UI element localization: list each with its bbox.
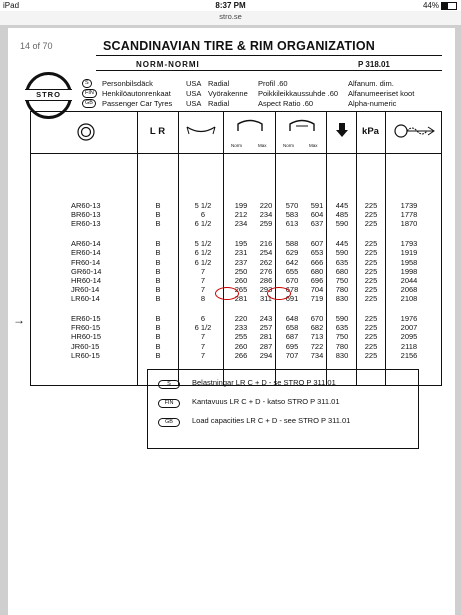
tire-size: JR60-15 [71,341,100,351]
table-cell: B [155,332,161,342]
table-cell: 607 [310,239,324,249]
table-cell: 259 [259,219,273,229]
table-cell: 281 [259,332,273,342]
annotation-circle [267,287,291,300]
size-format-label: Alfanum. dim. [348,79,394,88]
tyre-type-name: Henkilöautonrenkaat [102,89,171,98]
table-cell: 713 [310,332,324,342]
table-cell: 629 [285,248,299,258]
table-cell: 704 [310,285,324,295]
table-cell: 734 [310,350,324,360]
url-bar[interactable] [0,11,461,25]
table-cell: 225 [364,219,378,229]
norm-label: Norm [283,143,294,148]
table-cell: 485 [335,210,349,220]
table-cell: 7 [200,275,206,285]
table-cell: 199 [234,201,248,210]
tire-size: ER60-14 [71,248,101,258]
tire-size: LR60-15 [71,350,100,360]
clock: 8:37 PM [215,1,246,10]
table-cell: 648 [285,314,299,323]
tire-icon [71,123,101,144]
table-cell: 588 [285,239,299,249]
table-cell: 653 [310,248,324,258]
note-line [158,416,350,427]
table-cell: 6 1/2 [194,219,212,229]
table-cell: 670 [310,314,324,323]
country-label: USA [186,99,202,108]
country-label: USA [186,89,202,98]
tire-size: AR60-14 [71,239,101,249]
table-cell: 225 [364,248,378,258]
load-icon [329,122,355,141]
table-cell: 687 [285,332,299,342]
table-cell: 225 [364,210,378,220]
table-cell: 1976 [400,314,418,323]
tire-size: GR60-14 [71,266,102,276]
tyre-type-name: Personbilsdäck [102,79,153,88]
table-cell: 225 [364,350,378,360]
size-format-label: Alpha-numeric [348,99,397,108]
table-cell: 225 [364,294,378,304]
table-cell: 696 [310,275,324,285]
table-cell: 1778 [400,210,418,220]
table-cell: 311 [260,294,272,304]
profile-label: Poikkileikkaussuhde .60 [258,89,339,98]
overall-diameter-icon [279,118,325,135]
table-cell: 830 [335,350,349,360]
tire-size: BR60-13 [71,210,101,220]
circumference-icon [389,123,439,142]
device-label: iPad [3,1,20,10]
norm-label: Norm [231,143,242,148]
tyre-type-name: Passenger Car Tyres [102,99,173,108]
table-cell: 658 [285,323,299,333]
table-cell: 1739 [400,201,418,210]
table-cell: 695 [285,341,299,351]
table-cell: 262 [259,257,273,267]
table-cell: B [155,239,161,249]
table-cell: 6 [200,210,206,220]
table-cell: 642 [285,257,299,267]
max-label: Max [309,143,318,148]
table-cell: 212 [234,210,248,220]
table-cell: B [155,323,161,333]
tire-size: JR60-14 [71,285,100,295]
table-cell: 225 [364,239,378,249]
table-cell: 257 [259,323,273,333]
tire-size: ER60-15 [71,314,101,323]
table-cell: 287 [259,341,273,351]
table-cell: 635 [335,257,349,267]
table-cell: 281 [234,294,248,304]
table-cell: 2118 [400,341,418,351]
table-cell: 225 [364,257,378,267]
table-cell: 225 [364,201,378,210]
table-cell: B [155,314,161,323]
tire-size: ER60-13 [71,219,101,229]
table-cell: 220 [259,201,273,210]
table-cell: 5 1/2 [194,239,212,249]
tire-size: HR60-14 [71,275,102,285]
table-cell: 2156 [400,350,418,360]
table-cell: 1998 [400,266,418,276]
table-cell: 445 [335,201,349,210]
table-cell: 234 [234,219,248,229]
note-line [158,397,340,408]
construction-label: Vyörakenne [208,89,248,98]
table-cell: 445 [335,239,349,249]
table-cell: 225 [364,285,378,295]
table-cell: 750 [335,275,349,285]
table-cell: 2007 [400,323,418,333]
table-cell: 680 [310,266,324,276]
table-cell: 294 [259,350,273,360]
table-cell: 286 [259,275,273,285]
battery-icon [441,2,457,10]
table-cell: 7 [200,350,206,360]
tire-size: LR60-14 [71,294,100,304]
table-cell: 2044 [400,275,418,285]
table-cell: 590 [335,219,349,229]
table-cell: 260 [234,341,248,351]
subtitle-rule [96,70,442,71]
title-rule [96,55,442,56]
table-cell: 1870 [400,219,418,229]
tire-size: FR60-15 [71,323,101,333]
table-cell: B [155,350,161,360]
table-cell: 7 [200,266,206,276]
table-cell: 6 [200,314,206,323]
note-text: Belastningar LR C + D - se STRO P 311.01 [192,378,336,387]
table-cell: 2068 [400,285,418,295]
table-cell: B [155,294,161,304]
table-cell: 590 [335,248,349,258]
table-cell: 8 [200,294,206,304]
table-cell: 243 [259,314,273,323]
table-cell: 635 [335,323,349,333]
table-cell: 1919 [400,248,418,258]
table-cell: 583 [285,210,299,220]
table-cell: 225 [364,341,378,351]
table-cell: 225 [364,332,378,342]
table-cell: 276 [259,266,273,276]
table-cell: 225 [364,266,378,276]
table-cell: 225 [364,275,378,285]
notes-box [147,369,419,449]
document-subtitle: NORM-NORMI [136,60,200,69]
language-code-badge: GB [82,99,96,108]
table-cell: B [155,275,161,285]
table-cell: B [155,285,161,295]
table-cell: B [155,341,161,351]
table-cell: B [155,266,161,276]
rim-icon [183,124,219,141]
note-text: Kantavuus LR C + D - katso STRO P 311.01 [192,397,340,406]
table-cell: 234 [259,210,273,220]
table-cell: 225 [364,323,378,333]
language-code-badge: FIN [82,89,97,98]
table-cell: 7 [200,285,206,295]
table-cell: 6 1/2 [194,257,212,267]
profile-label: Profil .60 [258,79,288,88]
tire-size: HR60-15 [71,332,102,342]
table-cell: 613 [285,219,299,229]
table-cell: 1958 [400,257,418,267]
table-cell: 637 [310,219,324,229]
table-cell: 265 [234,285,248,295]
pdf-page [8,28,455,615]
table-cell: 604 [310,210,324,220]
country-label: USA [186,79,202,88]
url-text: stro.se [219,12,242,21]
table-cell: 6 1/2 [194,248,212,258]
table-cell: 237 [234,257,248,267]
load-range-heading: L R [149,126,166,137]
table-cell: 830 [335,294,349,304]
table-cell: 719 [310,294,324,304]
table-cell: 670 [285,275,299,285]
table-cell: 6 1/2 [194,323,212,333]
document-ref: P 318.01 [358,60,390,69]
max-label: Max [258,143,267,148]
table-cell: 260 [234,275,248,285]
tire-size: FR60-14 [71,257,101,267]
pressure-heading: kPa [362,126,379,137]
table-cell: 655 [285,266,299,276]
table-cell: 750 [335,332,349,342]
annotation-arrow-icon: → [13,313,25,327]
construction-label: Radial [208,99,230,108]
table-cell: 216 [259,239,273,249]
table-cell: 195 [234,239,248,249]
tire-size: AR60-13 [71,201,101,210]
table-cell: 220 [234,314,248,323]
table-cell: B [155,257,161,267]
table-cell: 250 [234,266,248,276]
table-cell: 780 [335,341,349,351]
table-cell: 255 [234,332,248,342]
size-format-label: Alfanumeeriset koot [348,89,415,98]
table-cell: 591 [310,201,324,210]
table-cell: B [155,248,161,258]
table-cell: 680 [335,266,349,276]
language-code-badge: FIN [158,399,180,408]
language-code-badge: GB [158,418,180,427]
table-cell: 1793 [400,239,418,249]
battery-percent: 44% [422,1,439,10]
table-cell: 225 [364,314,378,323]
section-width-icon [227,118,273,135]
table-cell: 2095 [400,332,418,342]
table-cell: 293 [259,285,273,295]
table-cell: 7 [200,332,206,342]
table-cell: 2108 [400,294,418,304]
table-cell: 233 [234,323,248,333]
table-cell: 707 [285,350,299,360]
table-cell: 570 [285,201,299,210]
status-bar [0,0,461,11]
document-title: SCANDINAVIAN TIRE & RIM ORGANIZATION [103,39,376,53]
construction-label: Radial [208,79,230,88]
language-code-badge: S [82,79,92,88]
annotation-circle [215,287,239,300]
table-cell: 691 [285,294,299,304]
table-cell: 722 [310,341,324,351]
table-cell: 266 [234,350,248,360]
table-cell: 5 1/2 [194,201,212,210]
table-cell: 254 [259,248,273,258]
table-cell: 780 [335,285,349,295]
table-cell: 678 [285,285,299,295]
tire-table [30,111,442,386]
note-line [158,378,336,389]
page-indicator: 14 of 70 [20,41,53,51]
table-cell: B [155,219,161,229]
table-cell: 666 [310,257,324,267]
table-cell: 682 [310,323,324,333]
logo-text: STRO [25,89,72,101]
table-cell: 7 [200,341,206,351]
battery-indicator [423,1,457,10]
profile-label: Aspect Ratio .60 [258,99,314,108]
language-code-badge: S [158,380,180,389]
table-cell: B [155,210,161,220]
table-cell: B [155,201,161,210]
table-cell: 231 [234,248,248,258]
note-text: Load capacities LR C + D - see STRO P 311.01 [192,416,351,425]
table-cell: 590 [335,314,349,323]
